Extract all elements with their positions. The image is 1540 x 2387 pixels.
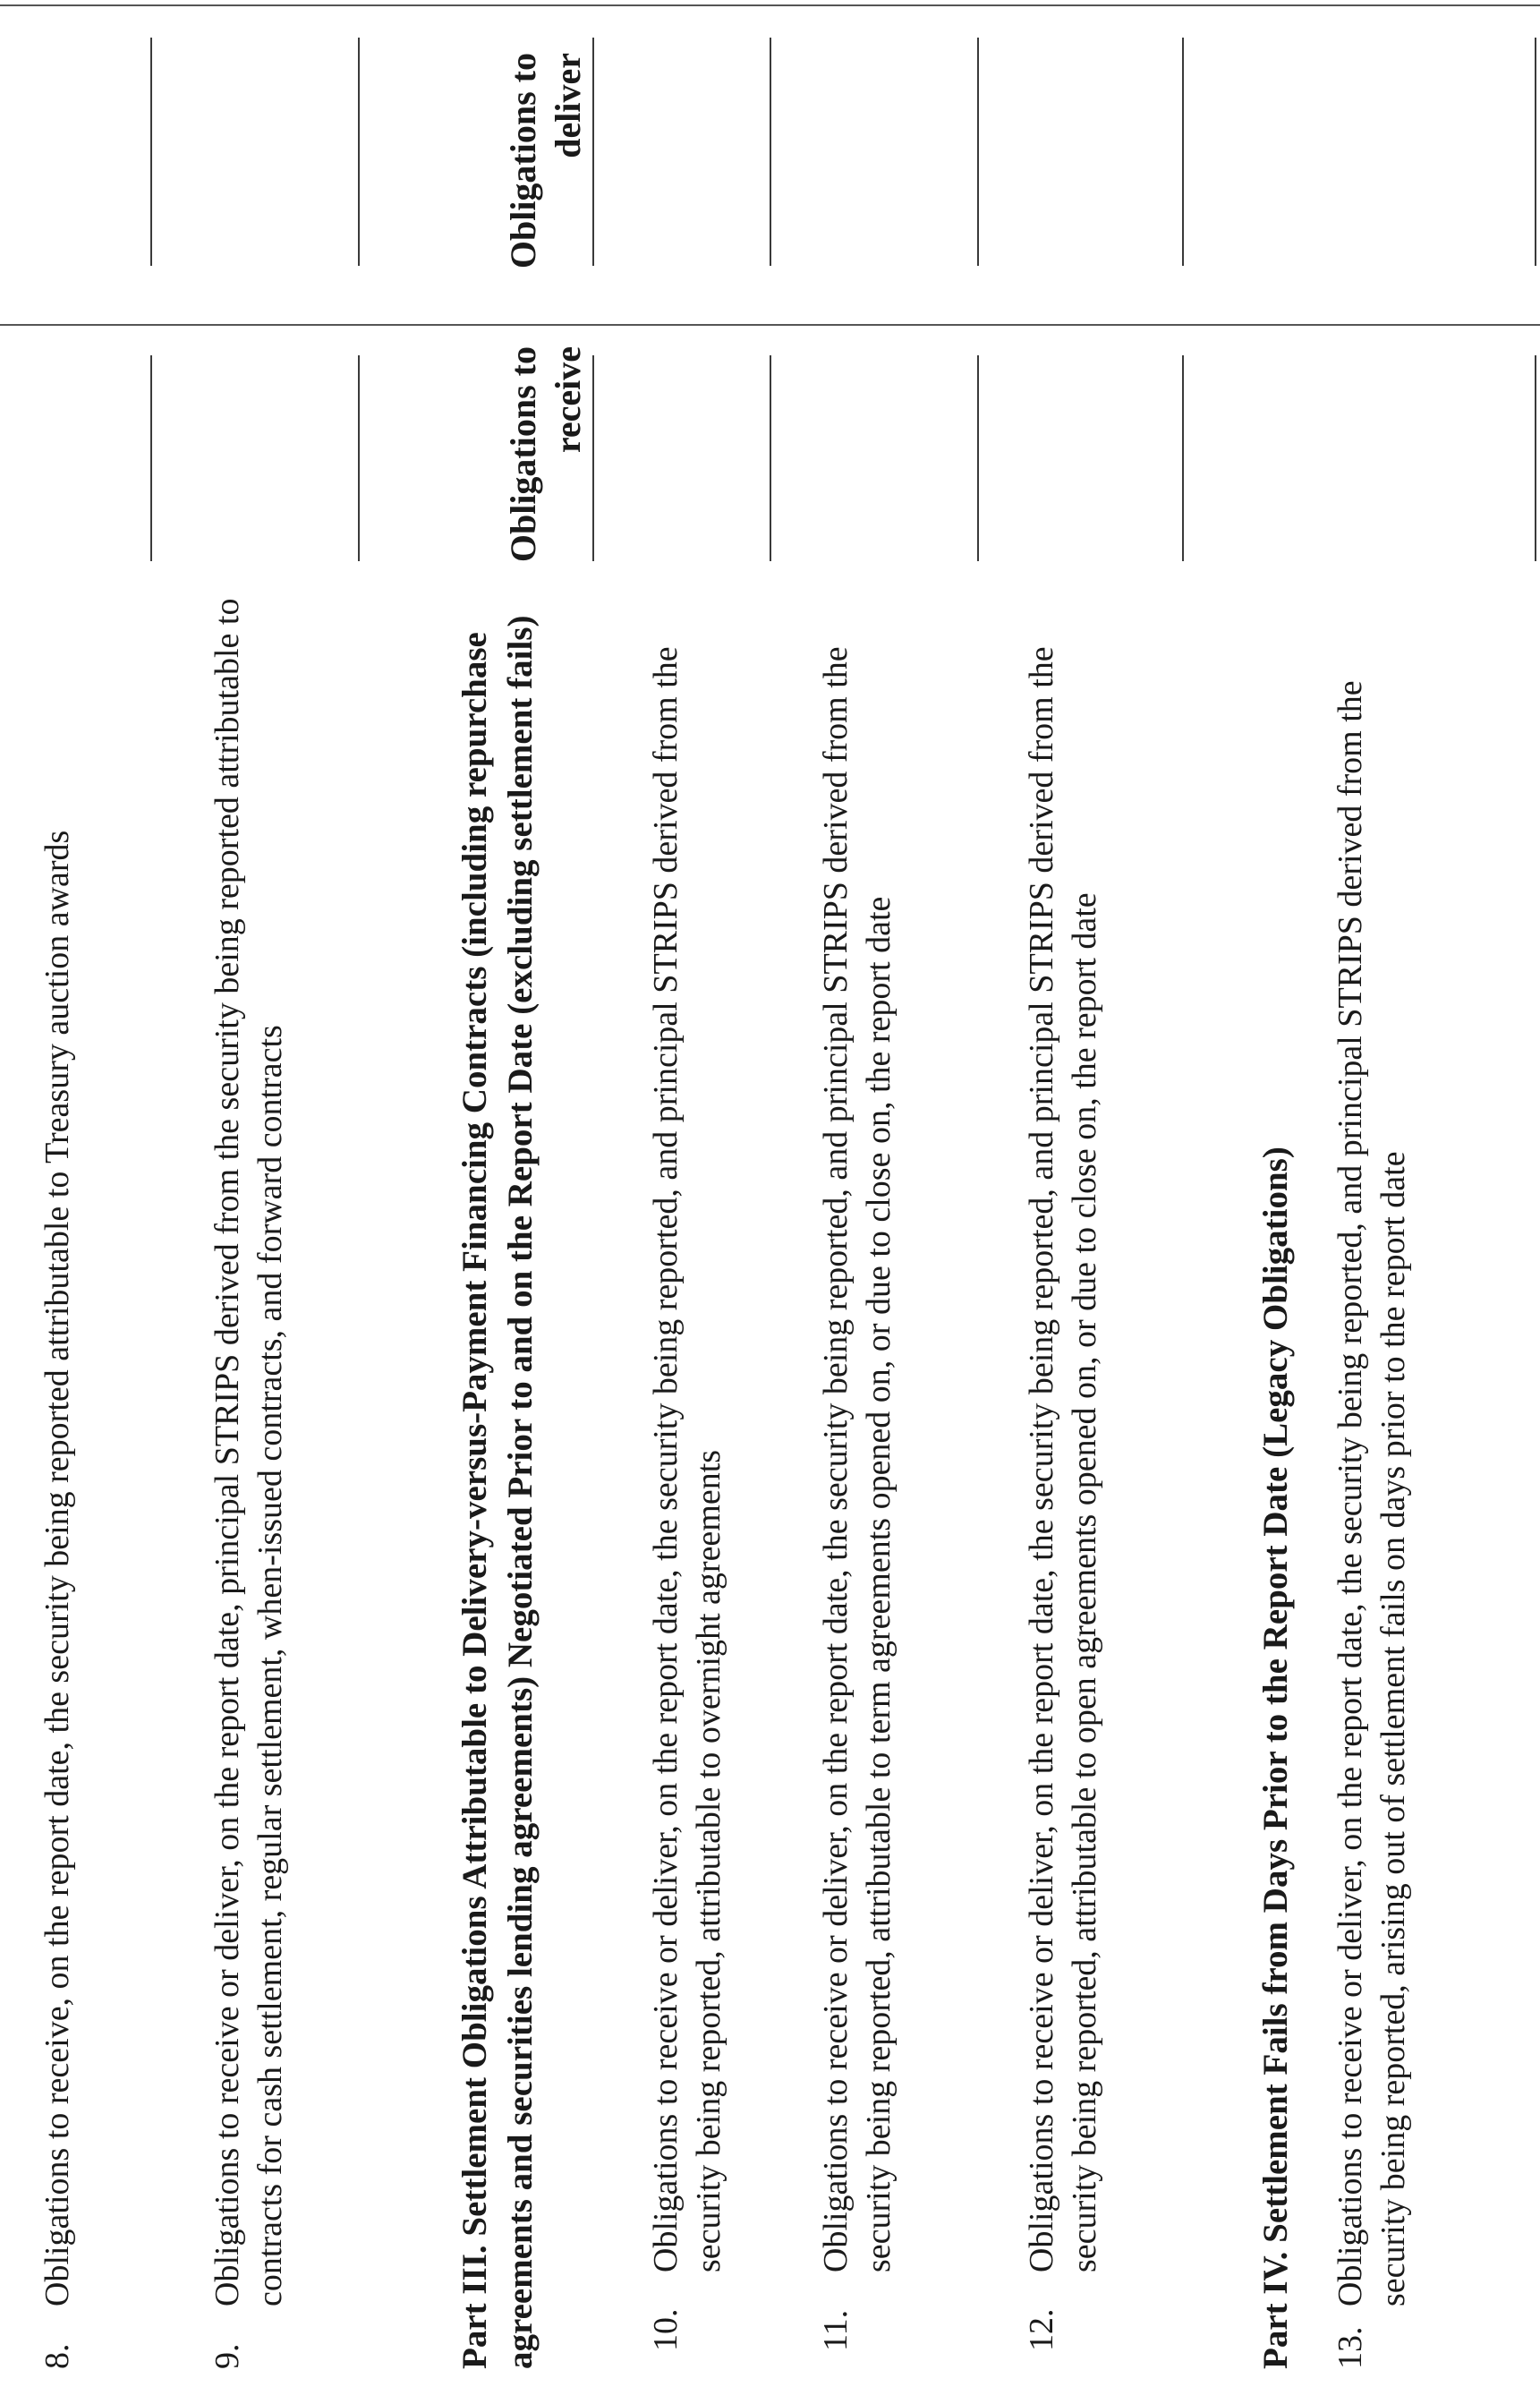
part-iv-heading: Part IV. Settlement Fails from Days Prior to the Report Date (Legacy Obligations) (1256, 1147, 1295, 2369)
item-number: 11. (817, 2309, 855, 2351)
deliver-field-line-item-12[interactable] (1182, 38, 1184, 266)
item-number: 10. (647, 2308, 685, 2351)
deliver-field-line-item-11[interactable] (977, 38, 979, 266)
deliver-header-underline (592, 38, 594, 266)
deliver-field-line-item-10[interactable] (770, 38, 771, 266)
deliver-field-line-item-9[interactable] (358, 38, 360, 266)
receive-field-line-item-11[interactable] (977, 355, 979, 561)
receive-header-underline (592, 355, 594, 561)
receive-field-line-item-12[interactable] (1182, 355, 1184, 561)
item-text: Obligations to receive or deliver, on the report date, principal STRIPS derived from the security being reported attributable to contracts for cash settlement, regular settlement, when-issued contracts, and forward contracts (208, 598, 289, 2306)
receive-field-line-item-10[interactable] (770, 355, 771, 561)
item-number: 13. (1332, 2326, 1369, 2369)
item-number: 9. (208, 2343, 246, 2369)
receive-field-line-item-9[interactable] (358, 355, 360, 561)
item-text: Obligations to receive or deliver, on the report date, the security being reported, and principal STRIPS derived from the security being reported, arising out of settlement fails on days prior to the report date (1332, 680, 1412, 2306)
item-text: Obligations to receive, on the report date, the security being reported attributable to Treasury auction awards (38, 830, 76, 2306)
item-number: 12. (1023, 2308, 1060, 2351)
deliver-field-line-item-8[interactable] (150, 38, 152, 266)
deliver-field-line-item-13[interactable] (1535, 38, 1536, 266)
receive-field-line-item-8[interactable] (150, 355, 152, 561)
obligations-to-receive-header: Obligations to receive (503, 346, 588, 563)
item-text: Obligations to receive or deliver, on the report date, the security being reported, and principal STRIPS derived from the security being reported, attributable to open agreements opened on, or due to close on, the report date (1023, 646, 1103, 2272)
item-text: Obligations to receive or deliver, on the report date, the security being reported, and principal STRIPS derived from the security being reported, attributable to term agreements opened on, or due to close on, the report date (817, 646, 898, 2272)
receive-field-line-item-13[interactable] (1535, 355, 1536, 561)
item-number: 8. (38, 2343, 76, 2369)
part-iii-heading: Part III. Settlement Obligations Attributable to Delivery-versus-Payment Financing Contracts (including repurchase agreements and securities lending agreements) Negotiated Prior to and on the Report Date (excluding settlement fails) (455, 615, 540, 2369)
obligations-to-deliver-header: Obligations to deliver (503, 53, 588, 269)
column-separator-left (0, 324, 1540, 326)
column-separator-right (0, 4, 1540, 6)
item-text: Obligations to receive or deliver, on the report date, the security being reported, and principal STRIPS derived from the security being reported, attributable to overnight agreements (647, 646, 727, 2272)
